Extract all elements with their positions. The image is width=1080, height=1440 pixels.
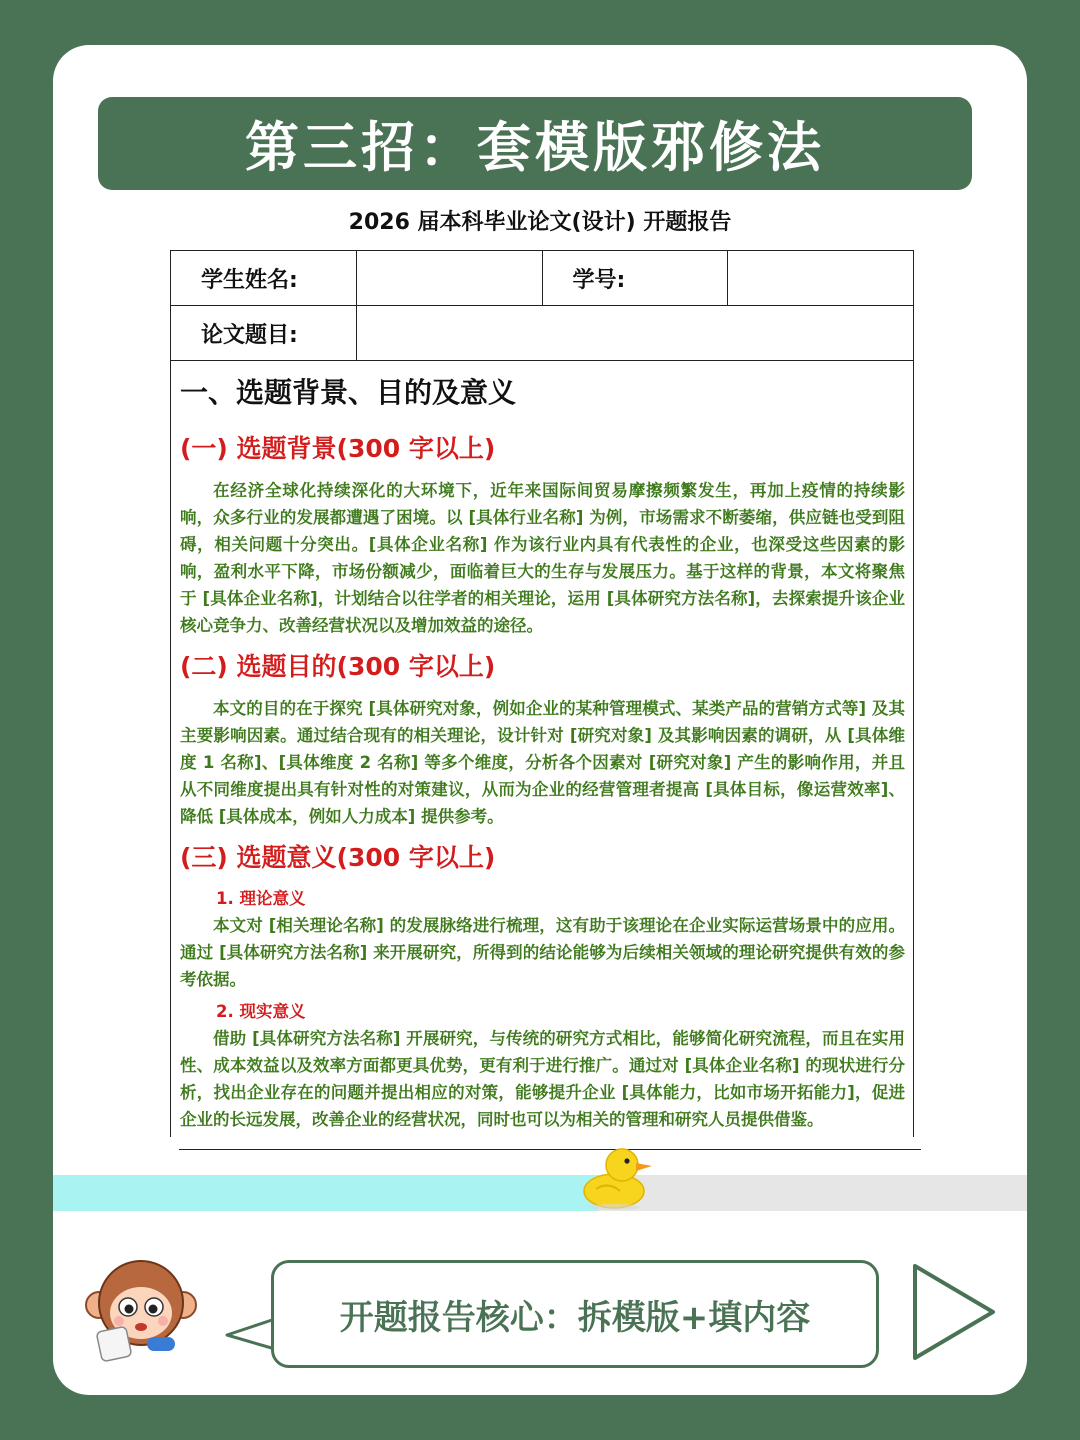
title-banner [98, 97, 972, 190]
info-table [171, 250, 913, 361]
play-triangle-icon[interactable] [911, 1262, 997, 1362]
practice-label: 2. 现实意义 [216, 1002, 306, 1021]
info-row-1 [171, 251, 913, 306]
proposal-content [171, 361, 913, 1133]
banner-title: 第三招：套模版邪修法 [245, 116, 825, 179]
background-text: 在经济全球化持续深化的大环境下，近年来国际间贸易摩擦频繁发生，再加上疫情的持续影响，众多行业的发展都遭遇了困境。以 [具体行业名称] 为例，市场需求不断萎缩，供应链也受到阻碍，相关问题十分突出。[具体企业名称] 作为该行业内具有代表性的企业，也深受这些因素的影响，盈利水平下降，市场份额减少，面临着巨大的生存与发展压力。基于这样的背景，本文将聚焦于 [具体企业名称]，计划结合以往学者的相关理论，运用 [具体研究方法名称]，去探索提升该企业核心竞争力、改善经营状况以及增加效益的途径。 [180, 481, 905, 635]
document-heading: 2026 届本科毕业论文(设计) 开题报告 [348, 210, 732, 235]
significance-title: (三) 选题意义(300 字以上) [180, 843, 496, 872]
info-row-2 [171, 306, 913, 361]
bubble-text: 开题报告核心：拆模版+填内容 [339, 1297, 811, 1338]
content-card [53, 45, 1027, 1395]
progress-track[interactable] [53, 1175, 1027, 1211]
progress-fill [53, 1175, 598, 1211]
thesis-title-label: 论文题目: [171, 306, 357, 361]
thesis-title-field[interactable] [357, 306, 914, 361]
practice-text: 借助 [具体研究方法名称] 开展研究，与传统的研究方式相比，能够简化研究流程，而且在实用性、成本效益以及效率方面都更具优势，更有利于进行推广。通过对 [具体企业名称] 的现状进行分析，找出企业存在的问题并提出相应的对策，能够提升企业 [具体能力，比如市场开拓能力]，促进企业的长远发展，改善企业的经营状况，同时也可以为相关的管理和研究人员提供借鉴。 [180, 1029, 905, 1129]
student-id-label: 学号: [542, 251, 728, 306]
theory-label: 1. 理论意义 [216, 889, 306, 908]
purpose-title: (二) 选题目的(300 字以上) [180, 652, 496, 681]
rubber-duck-icon[interactable] [578, 1141, 654, 1211]
background-title: (一) 选题背景(300 字以上) [180, 434, 496, 463]
bubble-tail [225, 1313, 277, 1353]
student-name-field[interactable] [357, 251, 543, 306]
speech-bubble [271, 1260, 879, 1368]
proposal-form [170, 250, 914, 1137]
section-title: 一、选题背景、目的及意义 [180, 376, 517, 409]
student-id-field[interactable] [728, 251, 914, 306]
student-name-label: 学生姓名: [171, 251, 357, 306]
table-bottom-rule [179, 1149, 921, 1150]
theory-text: 本文对 [相关理论名称] 的发展脉络进行梳理，这有助于该理论在企业实际运营场景中的应用。通过 [具体研究方法名称] 来开展研究，所得到的结论能够为后续相关领域的理论研究提供有效的参考依据。 [180, 916, 905, 989]
monkey-avatar-icon [83, 1255, 199, 1365]
purpose-text: 本文的目的在于探究 [具体研究对象，例如企业的某种管理模式、某类产品的营销方式等] 及其主要影响因素。通过结合现有的相关理论，设计针对 [研究对象] 及其影响因素的调研，从 [具体维度 1 名称]、[具体维度 2 名称] 等多个维度，分析各个因素对 [研究对象] 产生的影响作用，并且从不同维度提出具有针对性的对策建议，从而为企业的经营管理者提高 [具体目标，像运营效率]、降低 [具体成本，例如人力成本] 提供参考。 [180, 699, 905, 826]
